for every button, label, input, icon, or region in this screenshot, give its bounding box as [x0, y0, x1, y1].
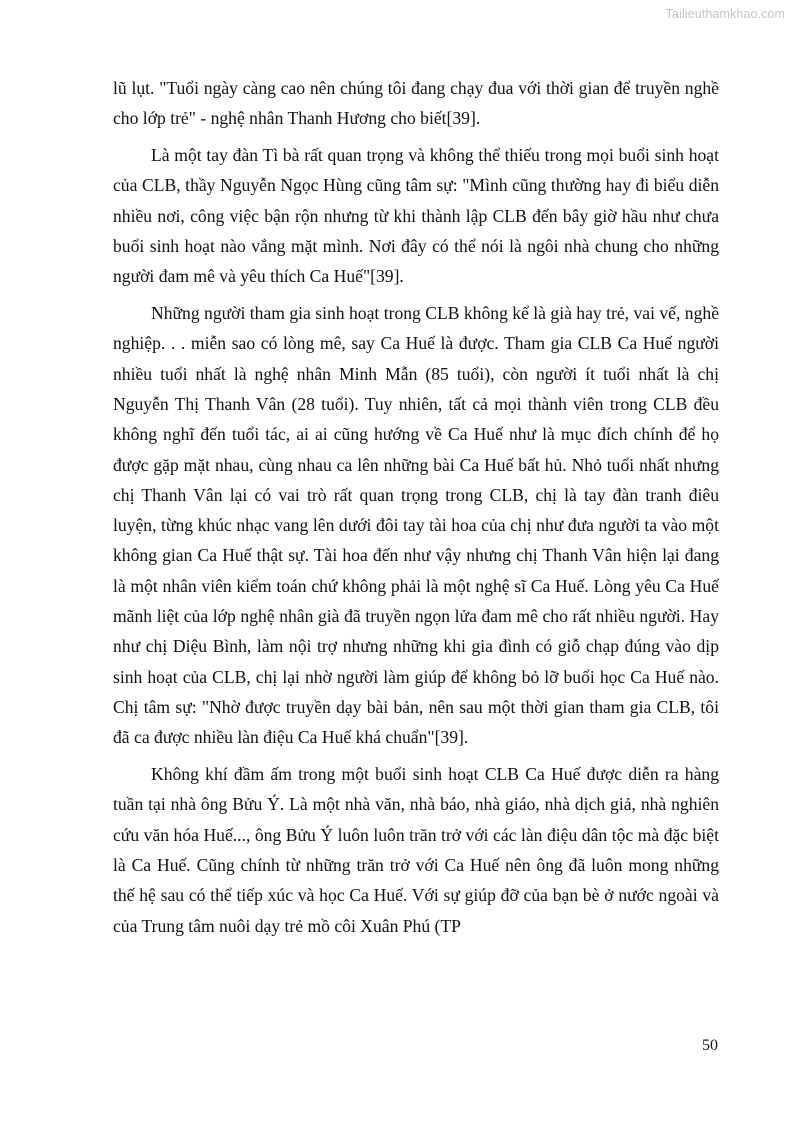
- paragraph: Là một tay đàn Tì bà rất quan trọng và không thể thiếu trong mọi buổi sinh hoạt của CLB, thầy Nguyễn Ngọc Hùng cũng tâm sự: "Mình cũng thường hay đi biểu diễn nhiều nơi, công việc bận rộn nhưng từ khi thành lập CLB đến bây giờ hầu như chưa buổi sinh hoạt nào vắng mặt mình. Nơi đây có thể nói là ngôi nhà chung cho những người đam mê và yêu thích Ca Huế"[39].: [113, 145, 719, 287]
- paragraph: Những người tham gia sinh hoạt trong CLB không kể là già hay trẻ, vai vế, nghề nghiệp. . . miễn sao có lòng mê, say Ca Huế là được. Tham gia CLB Ca Huế người nhiều tuổi nhất là nghệ nhân Minh Mẫn (85 tuổi), còn người ít tuổi nhất là chị Nguyễn Thị Thanh Vân (28 tuổi). Tuy nhiên, tất cả mọi thành viên trong CLB đều không nghĩ đến tuổi tác, ai ai cũng hướng về Ca Huế như là mục đích chính để họ được gặp mặt nhau, cùng nhau ca lên những bài Ca Huế bất hủ. Nhỏ tuổi nhất nhưng chị Thanh Vân lại có vai trò rất quan trọng trong CLB, chị là tay đàn tranh điêu luyện, từng khúc nhạc vang lên dưới đôi tay tài hoa của chị như đưa người ta vào một không gian Ca Huế thật sự. Tài hoa đến như vậy nhưng chị Thanh Vân hiện lại đang là một nhân viên kiểm toán chứ không phải là một nghệ sĩ Ca Huế. Lòng yêu Ca Huế mãnh liệt của lớp nghệ nhân già đã truyền ngọn lửa đam mê cho rất nhiều người. Hay như chị Diệu Bình, làm nội trợ nhưng những khi gia đình có giỗ chạp đúng vào dịp sinh hoạt của CLB, chị lại nhờ người làm giúp để không bỏ lỡ buổi học Ca Huế nào. Chị tâm sự: "Nhờ được truyền dạy bài bản, nên sau một thời gian tham gia CLB, tôi đã ca được nhiều làn điệu Ca Huế khá chuẩn"[39].: [113, 303, 719, 748]
- watermark: Tailieuthamkhao.com: [665, 7, 785, 21]
- paragraph-continuation: lũ lụt. "Tuổi ngày càng cao nên chúng tôi đang chạy đua với thời gian để truyền nghề cho lớp trẻ" - nghệ nhân Thanh Hương cho biết[39].: [113, 78, 719, 129]
- paragraph: Không khí đầm ấm trong một buổi sinh hoạt CLB Ca Huế được diễn ra hàng tuần tại nhà ông Bửu Ý. Là một nhà văn, nhà báo, nhà giáo, nhà dịch giả, nhà nghiên cứu văn hóa Huế..., ông Bửu Ý luôn luôn trăn trở với các làn điệu dân tộc mà đặc biệt là Ca Huế. Cũng chính từ những trăn trở với Ca Huế nên ông đã luôn mong những thế hệ sau có thể tiếp xúc và học Ca Huế. Với sự giúp đỡ của bạn bè ở nước ngoài và của Trung tâm nuôi dạy trẻ mồ côi Xuân Phú (TP: [113, 764, 719, 936]
- page-number: 50: [702, 1037, 718, 1054]
- page-body: [113, 73, 719, 947]
